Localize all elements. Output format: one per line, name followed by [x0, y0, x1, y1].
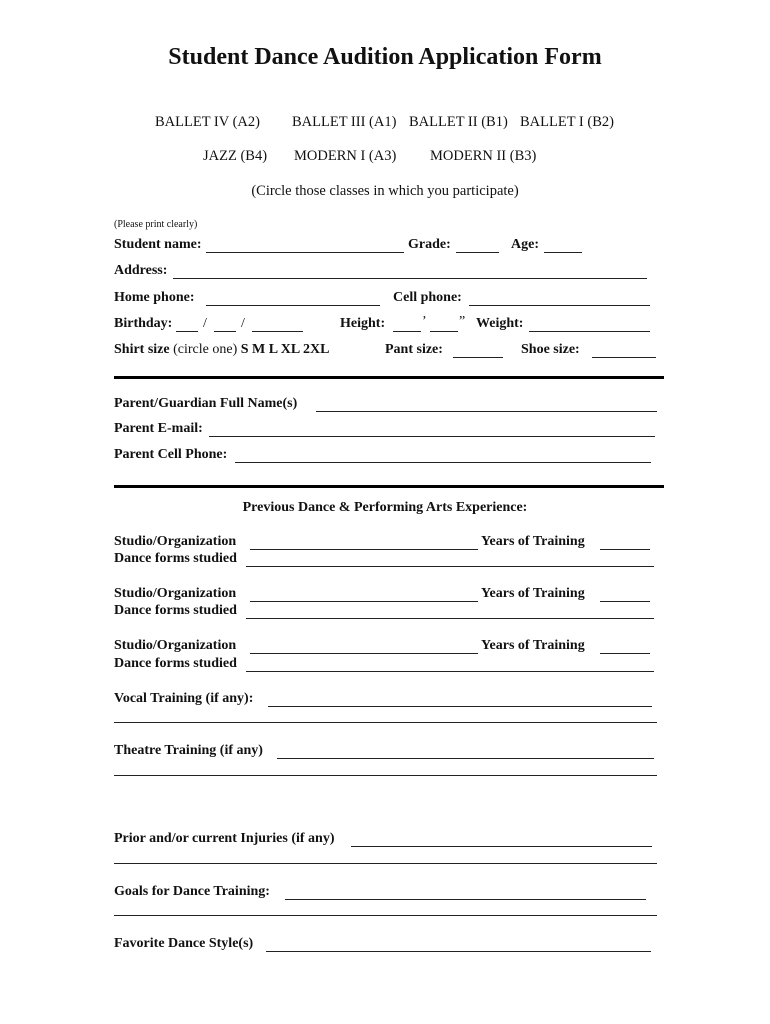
address-label: Address:: [114, 263, 168, 278]
studio-field-2[interactable]: [250, 601, 478, 602]
dance-forms-field-1[interactable]: [246, 566, 654, 567]
birthday-separator: /: [241, 316, 245, 331]
cell-phone-label: Cell phone:: [393, 290, 462, 305]
weight-label: Weight:: [476, 316, 524, 331]
goals-field[interactable]: [285, 899, 646, 900]
birthday-year-field[interactable]: [252, 331, 303, 332]
shirt-size-note: (circle one): [173, 342, 238, 357]
goals-label: Goals for Dance Training:: [114, 884, 270, 899]
theatre-training-field[interactable]: [277, 758, 654, 759]
student-name-label: Student name:: [114, 237, 202, 252]
section-divider: [114, 485, 664, 488]
birthday-month-field[interactable]: [176, 331, 198, 332]
shirt-size-label: Shirt size: [114, 342, 170, 357]
grade-field[interactable]: [456, 252, 499, 253]
parent-name-label: Parent/Guardian Full Name(s): [114, 396, 298, 411]
parent-email-label: Parent E-mail:: [114, 421, 203, 436]
studio-field-3[interactable]: [250, 653, 478, 654]
pant-size-label: Pant size:: [385, 342, 443, 357]
home-phone-field[interactable]: [206, 305, 380, 306]
address-field[interactable]: [173, 278, 647, 279]
dance-forms-field-3[interactable]: [246, 671, 654, 672]
dance-forms-label: Dance forms studied: [114, 656, 237, 671]
section-divider: [114, 376, 664, 379]
parent-email-field[interactable]: [209, 436, 655, 437]
class-option-modern-ii: MODERN II (B3): [430, 148, 537, 164]
years-training-field-3[interactable]: [600, 653, 650, 654]
class-option-ballet-ii: BALLET II (B1): [409, 114, 508, 130]
dance-forms-label: Dance forms studied: [114, 551, 237, 566]
height-inches-field[interactable]: [430, 331, 458, 332]
grade-label: Grade:: [408, 237, 451, 252]
studio-label: Studio/Organization: [114, 534, 237, 549]
birthday-day-field[interactable]: [214, 331, 236, 332]
parent-phone-field[interactable]: [235, 462, 651, 463]
goals-field-extra[interactable]: [114, 915, 657, 916]
years-training-field-1[interactable]: [600, 549, 650, 550]
cell-phone-field[interactable]: [469, 305, 650, 306]
class-option-jazz: JAZZ (B4): [203, 148, 268, 164]
studio-label: Studio/Organization: [114, 586, 237, 601]
birthday-separator: /: [203, 316, 207, 331]
home-phone-label: Home phone:: [114, 290, 195, 305]
vocal-training-field[interactable]: [268, 706, 652, 707]
shoe-size-label: Shoe size:: [521, 342, 580, 357]
weight-field[interactable]: [529, 331, 650, 332]
favorite-style-field[interactable]: [266, 951, 651, 952]
injuries-field[interactable]: [351, 846, 652, 847]
class-instruction: (Circle those classes in which you participate): [251, 183, 519, 199]
form-title: Student Dance Audition Application Form: [168, 44, 602, 70]
years-training-label: Years of Training: [481, 534, 585, 549]
injuries-field-extra[interactable]: [114, 863, 657, 864]
shirt-size-row: [114, 342, 329, 358]
age-field[interactable]: [544, 252, 582, 253]
injuries-label: Prior and/or current Injuries (if any): [114, 831, 335, 846]
inch-mark: ”: [459, 314, 466, 329]
years-training-label: Years of Training: [481, 586, 585, 601]
vocal-training-field-extra[interactable]: [114, 722, 657, 723]
birthday-label: Birthday:: [114, 316, 173, 331]
height-feet-field[interactable]: [393, 331, 421, 332]
height-label: Height:: [340, 316, 386, 331]
years-training-label: Years of Training: [481, 638, 585, 653]
class-option-modern-i: MODERN I (A3): [294, 148, 397, 164]
shirt-size-options[interactable]: S M L XL 2XL: [240, 342, 330, 357]
pant-size-field[interactable]: [453, 357, 503, 358]
dance-forms-label: Dance forms studied: [114, 603, 237, 618]
parent-name-field[interactable]: [316, 411, 657, 412]
class-option-ballet-iii: BALLET III (A1): [292, 114, 397, 130]
years-training-field-2[interactable]: [600, 601, 650, 602]
theatre-training-label: Theatre Training (if any): [114, 743, 263, 758]
studio-field-1[interactable]: [250, 549, 478, 550]
student-name-field[interactable]: [206, 252, 404, 253]
feet-mark: ’: [422, 314, 427, 329]
parent-phone-label: Parent Cell Phone:: [114, 447, 228, 462]
shoe-size-field[interactable]: [592, 357, 656, 358]
class-option-ballet-iv: BALLET IV (A2): [155, 114, 260, 130]
print-note: (Please print clearly): [114, 219, 198, 230]
favorite-style-label: Favorite Dance Style(s): [114, 936, 254, 951]
experience-heading: Previous Dance & Performing Arts Experience:: [242, 500, 528, 515]
studio-label: Studio/Organization: [114, 638, 237, 653]
class-option-ballet-i: BALLET I (B2): [520, 114, 614, 130]
dance-forms-field-2[interactable]: [246, 618, 654, 619]
vocal-training-label: Vocal Training (if any):: [114, 691, 254, 706]
age-label: Age:: [511, 237, 539, 252]
theatre-training-field-extra[interactable]: [114, 775, 657, 776]
